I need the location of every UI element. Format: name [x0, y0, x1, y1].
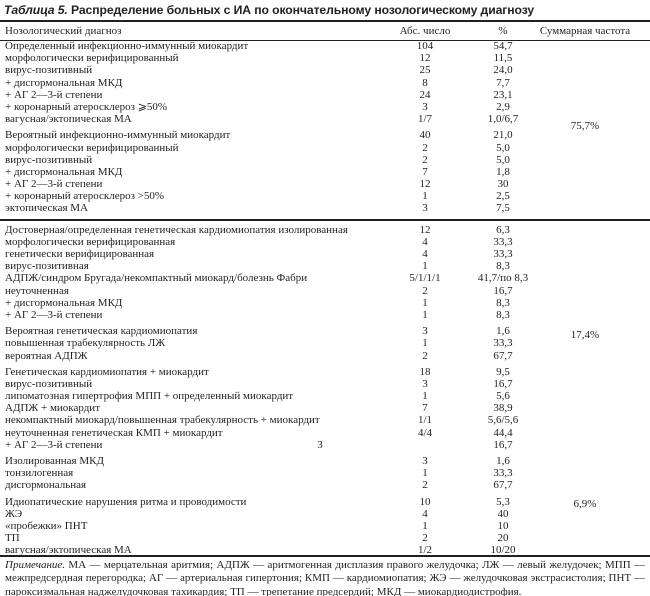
abs-count-cell: 2	[422, 141, 428, 154]
table-row	[0, 309, 650, 321]
diagnosis-cell: + АГ 2—3-й степени	[5, 438, 103, 451]
diagnosis-cell: Изолированная МКД	[5, 455, 104, 467]
diagnosis-cell: Определенный инфекционно-иммунный миокардит	[5, 40, 249, 52]
abs-count-cell: 3	[317, 438, 323, 451]
table-row	[0, 64, 650, 76]
percent-cell: 5,0	[496, 153, 510, 166]
abs-count-cell: 1	[422, 519, 428, 532]
table-row	[0, 479, 650, 491]
percent-cell: 21,0	[493, 129, 513, 142]
percent-cell: 10	[497, 519, 509, 532]
table-row	[0, 89, 650, 101]
percent-cell: 8,3	[496, 296, 510, 309]
diagnosis-cell: вагусная/эктопическая МА	[5, 113, 132, 126]
table-row	[0, 455, 650, 467]
table-row	[0, 378, 650, 390]
diagnosis-cell: + дисгормональная МКД	[5, 296, 123, 309]
diagnosis-cell: АДПЖ + миокардит	[5, 402, 101, 415]
percent-cell: 2,9	[496, 100, 510, 113]
abs-count-cell: 1	[422, 296, 428, 309]
percent-cell: 54,7	[493, 40, 513, 52]
table-row	[0, 390, 650, 402]
abs-count-cell: 4	[422, 248, 428, 260]
diagnosis-cell: дисгормональная	[5, 479, 87, 492]
percent-cell: 11,5	[493, 52, 513, 65]
diagnosis-cell: Идиопатические нарушения ритма и проводимости	[5, 495, 247, 508]
percent-cell: 33,3	[493, 337, 513, 350]
table-bottom-rule	[0, 555, 650, 557]
percent-cell: 40	[497, 507, 509, 520]
abs-count-cell: 8	[422, 76, 428, 89]
table-row	[0, 272, 650, 284]
percent-cell: 1,6	[496, 455, 510, 467]
table-row	[0, 101, 650, 113]
diagnosis-cell: + АГ 2—3-й степени	[5, 88, 103, 101]
diagnosis-cell: + АГ 2—3-й степени	[5, 308, 103, 321]
row-group	[0, 224, 650, 322]
diagnosis-cell: Вероятная генетическая кардиомиопатия	[5, 325, 198, 338]
header-diagnosis: Нозологический диагноз	[5, 25, 122, 37]
diagnosis-cell: вирус-позитивный	[5, 377, 93, 390]
diagnosis-cell: + коронарный атеросклероз >50%	[5, 190, 165, 203]
percent-cell: 9,5	[496, 365, 510, 378]
diagnosis-cell: Вероятный инфекционно-иммунный миокардит	[5, 129, 231, 142]
table-row	[0, 439, 650, 451]
percent-cell: 2,5	[496, 190, 510, 203]
table-row	[0, 190, 650, 202]
percent-cell: 5,6	[496, 390, 510, 403]
abs-count-cell: 2	[422, 349, 428, 362]
table-row	[0, 285, 650, 297]
table-row	[0, 154, 650, 166]
abs-count-cell: 104	[416, 40, 434, 52]
abs-count-cell: 2	[422, 153, 428, 166]
table-row	[0, 166, 650, 178]
percent-cell: 5,6/5,6	[487, 414, 519, 427]
percent-cell: 41,7/по 8,3	[477, 272, 529, 285]
table-row	[0, 40, 650, 52]
abs-count-cell: 3	[422, 377, 428, 390]
diagnosis-cell: некомпактный миокард/повышенная трабекулярность + миокардит	[5, 414, 320, 427]
row-group	[0, 455, 650, 492]
abs-count-cell: 5/1/1/1	[409, 272, 441, 285]
table-row	[0, 52, 650, 64]
table-section	[0, 455, 650, 557]
table-row	[0, 224, 650, 236]
summary-frequency: 17,4%	[570, 329, 600, 342]
diagnosis-cell: вагусная/эктопическая МА	[5, 544, 132, 557]
table-row	[0, 414, 650, 426]
abs-count-cell: 10	[419, 495, 431, 508]
percent-cell: 1,8	[496, 165, 510, 178]
diagnosis-cell: + дисгормональная МКД	[5, 76, 123, 89]
abs-count-cell: 1/7	[417, 113, 433, 126]
abs-count-cell: 4/4	[417, 426, 433, 439]
table-row	[0, 350, 650, 362]
percent-cell: 16,7	[493, 284, 513, 297]
abs-count-cell: 1	[422, 260, 428, 273]
percent-cell: 33,3	[493, 235, 513, 248]
table-row	[0, 402, 650, 414]
table-row	[0, 178, 650, 190]
abs-count-cell: 24	[419, 88, 431, 101]
diagnosis-cell: тонзилогенная	[5, 467, 74, 480]
diagnosis-cell: + АГ 2—3-й степени	[5, 178, 103, 191]
abs-count-cell: 1/1	[417, 414, 433, 427]
table-title	[4, 3, 534, 17]
diagnosis-cell: Генетическая кардиомиопатия + миокардит	[5, 365, 209, 378]
section-divider	[0, 219, 650, 221]
percent-cell: 67,7	[493, 479, 513, 492]
table-row	[0, 366, 650, 378]
abs-count-cell: 3	[422, 455, 428, 467]
abs-count-cell: 1	[422, 467, 428, 480]
table-row	[0, 427, 650, 439]
diagnosis-cell: вирус-позитивный	[5, 153, 93, 166]
diagnosis-cell: неуточненная	[5, 284, 69, 297]
abs-count-cell: 1	[422, 190, 428, 203]
table-row	[0, 236, 650, 248]
header-abs: Абс. число	[399, 25, 451, 37]
diagnosis-cell: неуточненная генетическая КМП + миокардит	[5, 426, 223, 439]
diagnosis-cell: АДПЖ/синдром Бругада/некомпактный миокард/болезнь Фабри	[5, 272, 308, 285]
percent-cell: 5,0	[496, 141, 510, 154]
table-section	[0, 224, 650, 451]
percent-cell: 16,7	[493, 377, 513, 390]
table-row	[0, 248, 650, 260]
percent-cell: 67,7	[493, 349, 513, 362]
table-row	[0, 260, 650, 272]
diagnosis-cell: + коронарный атеросклероз ⩾50%	[5, 100, 168, 113]
header-percent: %	[498, 25, 508, 37]
percent-cell: 38,9	[493, 402, 513, 415]
percent-cell: 1,6	[496, 325, 510, 338]
abs-count-cell: 12	[419, 223, 431, 236]
abs-count-cell: 40	[419, 129, 431, 142]
abs-count-cell: 2	[422, 479, 428, 492]
table-number: Таблица 5.	[4, 3, 68, 17]
abs-count-cell: 25	[419, 64, 431, 77]
table-row	[0, 532, 650, 544]
row-group	[0, 40, 650, 125]
summary-frequency: 75,7%	[570, 119, 600, 132]
diagnosis-cell: вероятная АДПЖ	[5, 349, 88, 362]
table-body	[0, 40, 650, 561]
abs-count-cell: 4	[422, 235, 428, 248]
abs-count-cell: 2	[422, 284, 428, 297]
percent-cell: 20	[497, 532, 509, 545]
abs-count-cell: 3	[422, 202, 428, 215]
abs-count-cell: 3	[422, 100, 428, 113]
percent-cell: 6,3	[496, 223, 510, 236]
percent-cell: 16,7	[493, 438, 513, 451]
percent-cell: 33,3	[493, 248, 513, 260]
table-row	[0, 520, 650, 532]
table-row	[0, 467, 650, 479]
diagnosis-cell: + дисгормональная МКД	[5, 165, 123, 178]
diagnosis-cell: эктопическая МА	[5, 202, 89, 215]
abs-count-cell: 1	[422, 308, 428, 321]
table-caption: Распределение больных с ИА по окончательному нозологическому диагнозу	[70, 3, 535, 17]
percent-cell: 1,0/6,7	[487, 113, 519, 126]
abs-count-cell: 12	[419, 178, 431, 191]
percent-cell: 7,5	[496, 202, 510, 215]
abs-count-cell: 1	[422, 390, 428, 403]
abs-count-cell: 1/2	[417, 544, 433, 557]
diagnosis-cell: генетически верифицированная	[5, 248, 155, 260]
percent-cell: 30	[497, 178, 509, 191]
row-group	[0, 129, 650, 214]
diagnosis-cell: морфологически верифицированный	[5, 52, 179, 65]
diagnosis-cell: Достоверная/определенная генетическая кардиомиопатия изолированная	[5, 223, 348, 236]
table-row	[0, 202, 650, 214]
abs-count-cell: 7	[422, 165, 428, 178]
percent-cell: 8,3	[496, 308, 510, 321]
abs-count-cell: 2	[422, 532, 428, 545]
table-row	[0, 142, 650, 154]
diagnosis-cell: липоматозная гипертрофия МПП + определенный миокардит	[5, 390, 294, 403]
diagnosis-cell: ЖЭ	[5, 507, 23, 520]
table-note	[5, 559, 645, 596]
percent-cell: 7,7	[496, 76, 510, 89]
percent-cell: 33,3	[493, 467, 513, 480]
percent-cell: 5,3	[496, 495, 510, 508]
note-label: Примечание.	[5, 559, 66, 571]
diagnosis-cell: вирус-позитивный	[5, 64, 93, 77]
percent-cell: 10/20	[490, 544, 516, 557]
percent-cell: 23,1	[493, 88, 513, 101]
diagnosis-cell: повышенная трабекулярность ЛЖ	[5, 337, 166, 350]
abs-count-cell: 12	[419, 52, 431, 65]
abs-count-cell: 3	[422, 325, 428, 338]
percent-cell: 44,4	[493, 426, 513, 439]
percent-cell: 8,3	[496, 260, 510, 273]
abs-count-cell: 18	[419, 365, 431, 378]
diagnosis-cell: морфологически верифицированный	[5, 141, 179, 154]
diagnosis-cell: вирус-позитивная	[5, 260, 89, 273]
table-header	[0, 20, 650, 41]
diagnosis-cell: морфологически верифицированная	[5, 235, 176, 248]
row-group	[0, 366, 650, 451]
header-summary: Суммарная частота	[539, 25, 631, 37]
diagnosis-cell: «пробежки» ПНТ	[5, 519, 88, 532]
summary-frequency: 6,9%	[573, 498, 597, 510]
diagnosis-cell: ТП	[5, 532, 20, 545]
table-section	[0, 40, 650, 215]
table-row	[0, 77, 650, 89]
note-text: МА — мерцательная аритмия; АДПЖ — аритмогенная дисплазия правого желудочка; ЛЖ — левый желудочек; МПП — межпредсердная перегородка; АГ — артериальная гипертония; КМП — кардиомиопатия; ЖЭ — желудочковая экстрасистолия; ПНТ — пароксизмальная наджелудочковая тахикардия; ТП — трепетание предсердий; МКД — миокардиодистрофия.	[5, 559, 646, 596]
abs-count-cell: 1	[422, 337, 428, 350]
percent-cell: 24,0	[493, 64, 513, 77]
abs-count-cell: 7	[422, 402, 428, 415]
abs-count-cell: 4	[422, 507, 428, 520]
table-row	[0, 297, 650, 309]
